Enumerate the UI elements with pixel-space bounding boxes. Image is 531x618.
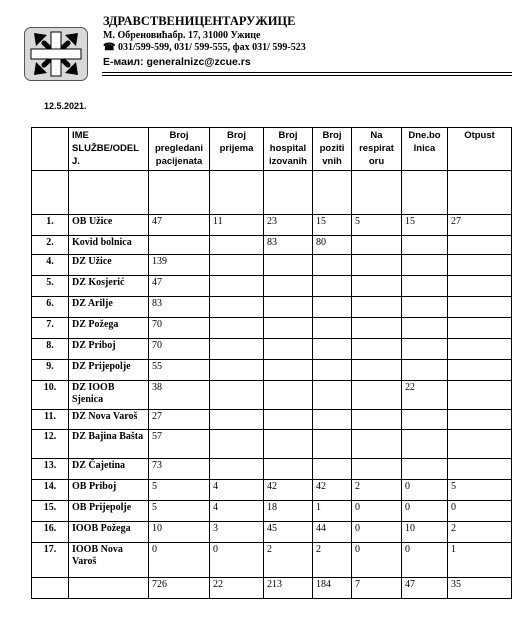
- cell-pregledani: 73: [149, 459, 210, 480]
- cell-dnevna: [402, 318, 448, 339]
- row-number: 16.: [32, 522, 69, 543]
- unit-name: DZ Prijepolje: [69, 360, 149, 381]
- table-row: [32, 360, 512, 381]
- column-header-otpust: Otpust: [448, 128, 512, 171]
- cell-pregledani: 70: [149, 318, 210, 339]
- cell-otpust: [448, 360, 512, 381]
- institution-phones: [103, 42, 306, 53]
- column-header-no: [32, 128, 69, 171]
- cell-prijema: [210, 255, 264, 276]
- cell-dnevna: 15: [402, 215, 448, 236]
- row-number: 9.: [32, 360, 69, 381]
- row-number: 7.: [32, 318, 69, 339]
- table-row: [32, 543, 512, 578]
- arrows-cross-icon: [25, 28, 87, 80]
- cell-pregledani: 0: [149, 543, 210, 578]
- cell-pregledani: 10: [149, 522, 210, 543]
- table-row: [32, 522, 512, 543]
- empty-cell: [448, 171, 512, 215]
- cell-dnevna: [402, 276, 448, 297]
- table-row: [32, 339, 512, 360]
- cell-otpust: [448, 339, 512, 360]
- institution-logo: [24, 27, 88, 81]
- cell-respirator: [352, 410, 402, 430]
- cell-hospital: [264, 255, 313, 276]
- cell-dnevna: [402, 459, 448, 480]
- cell-otpust: [448, 430, 512, 459]
- cell-pregledani: 57: [149, 430, 210, 459]
- table-totals-row: [32, 578, 512, 599]
- cell-pozitivni: 42: [313, 480, 352, 501]
- row-number: 5.: [32, 276, 69, 297]
- table-row: [32, 501, 512, 522]
- cell-hospital: 2: [264, 543, 313, 578]
- cell-respirator: 0: [352, 543, 402, 578]
- total-dnevna: 47: [402, 578, 448, 599]
- institution-address: М. Обреновићабр. 17, 31000 Ужице: [103, 30, 261, 41]
- cell-otpust: [448, 459, 512, 480]
- row-number: 1.: [32, 215, 69, 236]
- unit-name: DZ Priboj: [69, 339, 149, 360]
- cell-prijema: 0: [210, 543, 264, 578]
- cell-dnevna: [402, 430, 448, 459]
- cell-otpust: 2: [448, 522, 512, 543]
- empty-cell: [352, 171, 402, 215]
- table-header-row: [32, 128, 512, 171]
- phone-icon: ☎: [103, 42, 118, 53]
- empty-cell: [69, 171, 149, 215]
- column-header-prijema: Broj prijema: [210, 128, 264, 171]
- cell-respirator: [352, 430, 402, 459]
- cell-respirator: [352, 276, 402, 297]
- table-empty-row: [32, 171, 512, 215]
- cell-otpust: [448, 255, 512, 276]
- cell-prijema: [210, 459, 264, 480]
- cell-otpust: [448, 410, 512, 430]
- empty-cell: [32, 171, 69, 215]
- row-number: 17.: [32, 543, 69, 578]
- total-otpust: 35: [448, 578, 512, 599]
- cell-otpust: [448, 318, 512, 339]
- cell-otpust: 27: [448, 215, 512, 236]
- empty-cell: [402, 171, 448, 215]
- cell-hospital: 42: [264, 480, 313, 501]
- cell-prijema: [210, 381, 264, 410]
- empty-cell: [32, 578, 69, 599]
- row-number: 2.: [32, 236, 69, 255]
- cell-hospital: 83: [264, 236, 313, 255]
- institution-name: ЗДРАВСТВЕНИЦЕНТАРУЖИЦЕ: [103, 14, 296, 28]
- report-date: 12.5.2021.: [44, 101, 87, 111]
- empty-cell: [313, 171, 352, 215]
- cell-dnevna: [402, 339, 448, 360]
- row-number: 4.: [32, 255, 69, 276]
- table-row: [32, 430, 512, 459]
- table-row: [32, 381, 512, 410]
- cell-hospital: 45: [264, 522, 313, 543]
- unit-name: IOOB Požega: [69, 522, 149, 543]
- column-header-hospital: Broj hospital izovanih: [264, 128, 313, 171]
- cell-prijema: [210, 430, 264, 459]
- cell-pozitivni: [313, 339, 352, 360]
- table-row: [32, 215, 512, 236]
- cell-pozitivni: [313, 276, 352, 297]
- cell-pregledani: 83: [149, 297, 210, 318]
- cell-pregledani: 5: [149, 480, 210, 501]
- unit-name: DZ IOOB Sjenica: [69, 381, 149, 410]
- row-number: 12.: [32, 430, 69, 459]
- cell-prijema: [210, 410, 264, 430]
- table-row: [32, 318, 512, 339]
- cell-respirator: [352, 318, 402, 339]
- cell-pregledani: 70: [149, 339, 210, 360]
- row-number: 6.: [32, 297, 69, 318]
- cell-pozitivni: [313, 430, 352, 459]
- cell-pozitivni: [313, 381, 352, 410]
- row-number: 15.: [32, 501, 69, 522]
- total-prijema: 22: [210, 578, 264, 599]
- cell-prijema: 4: [210, 480, 264, 501]
- cell-dnevna: [402, 255, 448, 276]
- cell-prijema: [210, 360, 264, 381]
- cell-pozitivni: [313, 297, 352, 318]
- institution-email: E-маил: generalnizc@zcue.rs: [103, 56, 251, 68]
- cell-pozitivni: [313, 410, 352, 430]
- cell-prijema: [210, 318, 264, 339]
- column-header-pregledani: Broj pregledani pacijenata: [149, 128, 210, 171]
- total-pozitivni: 184: [313, 578, 352, 599]
- cell-respirator: [352, 360, 402, 381]
- table-row: [32, 276, 512, 297]
- table-row: [32, 297, 512, 318]
- cell-otpust: 5: [448, 480, 512, 501]
- cell-prijema: 11: [210, 215, 264, 236]
- cell-respirator: [352, 459, 402, 480]
- cell-dnevna: 10: [402, 522, 448, 543]
- empty-cell: [264, 171, 313, 215]
- cell-pozitivni: 1: [313, 501, 352, 522]
- cell-otpust: [448, 381, 512, 410]
- cell-pozitivni: 15: [313, 215, 352, 236]
- table-row: [32, 480, 512, 501]
- unit-name: DZ Bajina Bašta: [69, 430, 149, 459]
- cell-hospital: [264, 318, 313, 339]
- unit-name: Kovid bolnica: [69, 236, 149, 255]
- unit-name: OB Užice: [69, 215, 149, 236]
- column-header-respirator: Na respirat oru: [352, 128, 402, 171]
- cell-hospital: [264, 276, 313, 297]
- row-number: 14.: [32, 480, 69, 501]
- cell-prijema: [210, 236, 264, 255]
- cell-otpust: [448, 236, 512, 255]
- cell-dnevna: 0: [402, 543, 448, 578]
- unit-name: DZ Nova Varoš: [69, 410, 149, 430]
- unit-name: DZ Arilje: [69, 297, 149, 318]
- cell-prijema: 3: [210, 522, 264, 543]
- column-header-dnevna: Dne.bo lnica: [402, 128, 448, 171]
- cell-dnevna: 0: [402, 501, 448, 522]
- cell-dnevna: 22: [402, 381, 448, 410]
- cell-pozitivni: [313, 459, 352, 480]
- unit-name: DZ Čajetina: [69, 459, 149, 480]
- cell-prijema: 4: [210, 501, 264, 522]
- cell-otpust: [448, 297, 512, 318]
- table-row: [32, 255, 512, 276]
- unit-name: DZ Kosjerić: [69, 276, 149, 297]
- cell-otpust: [448, 276, 512, 297]
- cell-respirator: 0: [352, 522, 402, 543]
- table-row: [32, 459, 512, 480]
- cell-hospital: [264, 430, 313, 459]
- total-hospital: 213: [264, 578, 313, 599]
- cell-pozitivni: 2: [313, 543, 352, 578]
- unit-name: IOOB Nova Varoš: [69, 543, 149, 578]
- unit-name: DZ Požega: [69, 318, 149, 339]
- cell-respirator: [352, 236, 402, 255]
- empty-cell: [210, 171, 264, 215]
- cell-pregledani: 38: [149, 381, 210, 410]
- cell-respirator: [352, 381, 402, 410]
- column-header-name: IME SLUŽBE/ODEL J.: [69, 128, 149, 171]
- cell-hospital: [264, 360, 313, 381]
- cell-respirator: [352, 255, 402, 276]
- header-divider: [102, 75, 512, 76]
- header-divider: [102, 72, 512, 73]
- unit-name: OB Prijepolje: [69, 501, 149, 522]
- cell-pregledani: 5: [149, 501, 210, 522]
- cell-dnevna: 0: [402, 480, 448, 501]
- cell-hospital: [264, 381, 313, 410]
- cell-prijema: [210, 339, 264, 360]
- cell-pozitivni: [313, 360, 352, 381]
- cell-pozitivni: 80: [313, 236, 352, 255]
- cell-respirator: 2: [352, 480, 402, 501]
- cell-pozitivni: [313, 318, 352, 339]
- phone-numbers: 031/599-599, 031/ 599-555, фах 031/ 599-523: [117, 42, 306, 53]
- cell-pregledani: 139: [149, 255, 210, 276]
- row-number: 13.: [32, 459, 69, 480]
- row-number: 11.: [32, 410, 69, 430]
- cell-pregledani: 47: [149, 276, 210, 297]
- cell-otpust: 0: [448, 501, 512, 522]
- table-row: [32, 236, 512, 255]
- cell-respirator: 5: [352, 215, 402, 236]
- cell-respirator: [352, 297, 402, 318]
- empty-cell: [69, 578, 149, 599]
- table-row: [32, 410, 512, 430]
- cell-pregledani: 47: [149, 215, 210, 236]
- cell-dnevna: [402, 297, 448, 318]
- cell-hospital: [264, 297, 313, 318]
- row-number: 10.: [32, 381, 69, 410]
- total-respirator: 7: [352, 578, 402, 599]
- cell-dnevna: [402, 360, 448, 381]
- report-table: [31, 127, 512, 599]
- cell-pregledani: [149, 236, 210, 255]
- cell-respirator: 0: [352, 501, 402, 522]
- unit-name: OB Priboj: [69, 480, 149, 501]
- cell-hospital: [264, 459, 313, 480]
- cell-hospital: 18: [264, 501, 313, 522]
- cell-hospital: [264, 410, 313, 430]
- cell-pregledani: 27: [149, 410, 210, 430]
- cell-dnevna: [402, 236, 448, 255]
- cell-otpust: 1: [448, 543, 512, 578]
- total-pregledani: 726: [149, 578, 210, 599]
- cell-hospital: 23: [264, 215, 313, 236]
- cell-dnevna: [402, 410, 448, 430]
- column-header-pozitivni: Broj poziti vnih: [313, 128, 352, 171]
- cell-pregledani: 55: [149, 360, 210, 381]
- cell-pozitivni: [313, 255, 352, 276]
- cell-respirator: [352, 339, 402, 360]
- cell-prijema: [210, 297, 264, 318]
- cell-prijema: [210, 276, 264, 297]
- unit-name: DZ Užice: [69, 255, 149, 276]
- cell-hospital: [264, 339, 313, 360]
- cell-pozitivni: 44: [313, 522, 352, 543]
- row-number: 8.: [32, 339, 69, 360]
- empty-cell: [149, 171, 210, 215]
